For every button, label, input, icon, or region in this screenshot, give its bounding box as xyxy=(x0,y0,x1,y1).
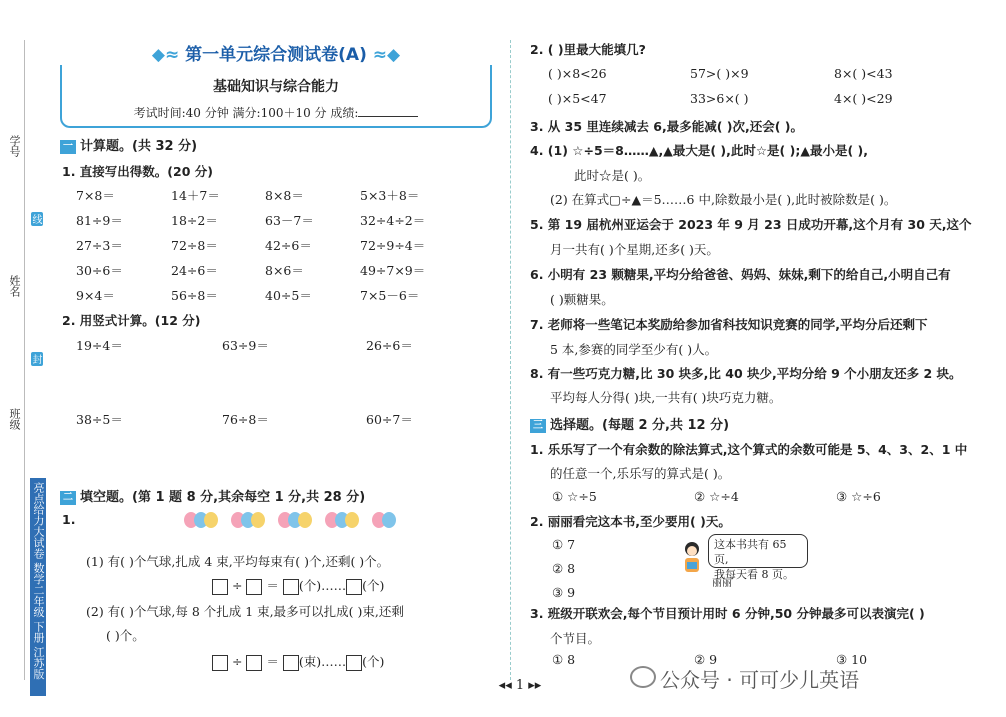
calc-item: 42÷6＝ xyxy=(265,238,312,253)
binding-line xyxy=(24,40,25,680)
question-2-7-cont: 5 本,参赛的同学至少有( )人。 xyxy=(550,342,718,357)
answer-box[interactable] xyxy=(283,655,299,671)
fill-inequality: 33>6×( ) xyxy=(690,91,749,106)
question-3-1-cont: 的任意一个,乐乐写的算式是( )。 xyxy=(550,466,731,481)
unit-text: (束)…… xyxy=(298,654,347,669)
choice-option[interactable]: ② 8 xyxy=(552,561,576,576)
question-2-8: 8. 有一些巧克力糖,比 30 块多,比 40 块少,平均分给 9 个小朋友还多 2 块。 xyxy=(530,366,962,381)
speech-bubble xyxy=(708,534,808,581)
calc-item: 27÷3＝ xyxy=(76,238,123,253)
section-fill-title xyxy=(60,486,365,505)
vertical-calc: 19÷4＝ xyxy=(76,338,123,353)
equation-2: ÷ ＝ (束)…… (个) xyxy=(212,652,384,671)
page-title xyxy=(60,40,492,65)
question-1-2: 2. 用竖式计算。(12 分) xyxy=(62,313,201,328)
calc-item: 24÷6＝ xyxy=(171,263,218,278)
title-ornament-right-icon: ≈◆ xyxy=(366,45,401,65)
calc-item: 40÷5＝ xyxy=(265,288,312,303)
calc-item: 14＋7＝ xyxy=(171,188,220,203)
section-tag: 二 xyxy=(60,491,76,505)
section-choice-title xyxy=(530,414,729,433)
fill-inequality: 8×( )<43 xyxy=(834,66,893,81)
balloon-bunch-icon xyxy=(231,512,261,534)
calc-item: 30÷6＝ xyxy=(76,263,123,278)
choice-option[interactable]: ③ 10 xyxy=(836,652,868,667)
page-subtitle: 基础知识与综合能力 xyxy=(213,79,339,95)
answer-box[interactable] xyxy=(346,655,362,671)
answer-box[interactable] xyxy=(283,579,299,595)
choice-option[interactable]: ② ☆÷4 xyxy=(694,489,739,504)
question-2-6: 6. 小明有 23 颗糖果,平均分给爸爸、妈妈、妹妹,剩下的给自己,小明自己有 xyxy=(530,267,951,282)
title-ornament-left-icon: ◆≈ xyxy=(151,45,186,65)
question-2-4-part-2: (2) 在算式▢÷▲＝5……6 中,除数最小是( ),此时被除数是( )。 xyxy=(550,192,897,207)
unit-text: (个) xyxy=(362,578,385,593)
seal-mark-line: 线 xyxy=(30,214,41,224)
question-2-7: 7. 老师将一些笔记本奖励给参加省科技知识竞赛的同学,平均分后还剩下 xyxy=(530,317,928,332)
choice-option[interactable]: ① ☆÷5 xyxy=(552,489,597,504)
fill-1-part-2-cont: ( )个。 xyxy=(106,628,145,643)
calc-item: 63－7＝ xyxy=(265,213,314,228)
section-title-text: 选择题。(每题 2 分,共 12 分) xyxy=(550,418,730,433)
section-tag: 三 xyxy=(530,419,546,433)
calc-item: 49÷7×9＝ xyxy=(360,263,426,278)
question-3-3-cont: 个节目。 xyxy=(550,631,601,646)
calc-item: 9×4＝ xyxy=(76,288,115,303)
balloon-illustration xyxy=(184,512,404,534)
calc-item: 7×8＝ xyxy=(76,188,115,203)
name-label: 姓名 xyxy=(8,275,21,297)
question-2-4-cont: 此时☆是( )。 xyxy=(574,168,651,183)
series-banner xyxy=(30,478,46,696)
choice-option[interactable]: ① 8 xyxy=(552,652,576,667)
vertical-calc: 76÷8＝ xyxy=(222,412,269,427)
watermark: 公众号 · 可可少儿英语 xyxy=(660,668,860,692)
answer-box[interactable] xyxy=(246,579,262,595)
vertical-calc: 63÷9＝ xyxy=(222,338,269,353)
question-2-6-cont: ( )颗糖果。 xyxy=(550,292,614,307)
calc-item: 7×5－6＝ xyxy=(360,288,420,303)
question-2-5-cont: 月一共有( )个星期,还多( )天。 xyxy=(550,242,719,257)
calc-item: 18÷2＝ xyxy=(171,213,218,228)
speech-line: 这本书共有 65 页, xyxy=(714,538,787,566)
binding-spine xyxy=(0,0,50,717)
balloon-bunch-icon xyxy=(325,512,355,534)
speech-line: 我每天看 8 页。 xyxy=(714,568,794,581)
balloon-bunch-icon xyxy=(184,512,214,534)
question-3-3: 3. 班级开联欢会,每个节目预计用时 6 分钟,50 分钟最多可以表演完( ) xyxy=(530,606,925,621)
series-banner-text: 亮点给力大试卷 数学二年级 下册 江苏版 xyxy=(32,482,45,680)
unit-text: (个)…… xyxy=(298,578,347,593)
answer-box[interactable] xyxy=(212,579,228,595)
question-2-8-cont: 平均每人分得( )块,一共有( )块巧克力糖。 xyxy=(550,390,782,405)
fill-inequality: ( )×5<47 xyxy=(548,91,607,106)
fill-inequality: ( )×8<26 xyxy=(548,66,607,81)
balloon-pair-icon xyxy=(372,512,392,534)
choice-option[interactable]: ③ 9 xyxy=(552,585,576,600)
question-2-1: 1. xyxy=(62,512,76,527)
girl-reading-illustration xyxy=(680,540,704,580)
class-label: 班级 xyxy=(8,408,21,430)
answer-box[interactable] xyxy=(246,655,262,671)
fill-inequality: 4×( )<29 xyxy=(834,91,893,106)
fill-1-part-2: (2) 有( )个气球,每 8 个扎成 1 束,最多可以扎成( )束,还剩 xyxy=(86,604,404,619)
question-2-3: 3. 从 35 里连续减去 6,最多能减( )次,还会( )。 xyxy=(530,119,803,134)
choice-option[interactable]: ① 7 xyxy=(552,537,576,552)
answer-box[interactable] xyxy=(346,579,362,595)
fill-inequality: 57>( )×9 xyxy=(690,66,749,81)
question-2-5: 5. 第 19 届杭州亚运会于 2023 年 9 月 23 日成功开幕,这个月有 30 天,这个 xyxy=(530,217,972,232)
section-calculation-title xyxy=(60,135,197,154)
question-2-4: 4. (1) ☆÷5＝8……▲,▲最大是( ),此时☆是( );▲最小是( ), xyxy=(530,143,868,158)
calc-item: 56÷8＝ xyxy=(171,288,218,303)
section-title-text: 填空题。(第 1 题 8 分,其余每空 1 分,共 28 分) xyxy=(80,490,366,505)
calc-item: 8×8＝ xyxy=(265,188,304,203)
fill-1-part-1: (1) 有( )个气球,扎成 4 束,平均每束有( )个,还剩( )个。 xyxy=(86,554,390,569)
girl-name-label: 丽丽 xyxy=(712,578,732,589)
vertical-calc: 26÷6＝ xyxy=(366,338,413,353)
choice-option[interactable]: ③ ☆÷6 xyxy=(836,489,881,504)
wechat-icon xyxy=(630,666,656,688)
title-text: 第一单元综合测试卷(A) xyxy=(185,45,367,65)
score-blank[interactable] xyxy=(358,116,418,117)
section-tag: 一 xyxy=(60,140,76,154)
choice-option[interactable]: ② 9 xyxy=(694,652,718,667)
calc-item: 32÷4÷2＝ xyxy=(360,213,426,228)
calc-item: 5×3＋8＝ xyxy=(360,188,420,203)
question-3-1: 1. 乐乐写了一个有余数的除法算式,这个算式的余数可能是 5、4、3、2、1 中 xyxy=(530,442,968,457)
exam-info xyxy=(60,104,492,121)
equation-1: ÷ ＝ (个)…… (个) xyxy=(212,576,384,595)
calc-item: 81÷9＝ xyxy=(76,213,123,228)
calc-item: 72÷8＝ xyxy=(171,238,218,253)
vertical-calc: 38÷5＝ xyxy=(76,412,123,427)
balloon-bunch-icon xyxy=(278,512,308,534)
page-number: ◂◂ 1 ▸▸ xyxy=(498,678,542,693)
calc-item: 8×6＝ xyxy=(265,263,304,278)
question-2-2: 2. ( )里最大能填几? xyxy=(530,42,646,57)
seat-label: 学号 xyxy=(8,135,21,157)
vertical-calc: 60÷7＝ xyxy=(366,412,413,427)
answer-box[interactable] xyxy=(212,655,228,671)
question-3-2: 2. 丽丽看完这本书,至少要用( )天。 xyxy=(530,514,731,529)
seal-mark-seal: 封 xyxy=(30,354,41,364)
section-title-text: 计算题。(共 32 分) xyxy=(80,139,198,154)
question-1-1: 1. 直接写出得数。(20 分) xyxy=(62,164,213,179)
column-divider xyxy=(510,40,511,680)
calc-item: 72÷9÷4＝ xyxy=(360,238,426,253)
exam-info-text: 考试时间:40 分钟 满分:100＋10 分 成绩: xyxy=(133,106,359,120)
unit-text: (个) xyxy=(362,654,385,669)
